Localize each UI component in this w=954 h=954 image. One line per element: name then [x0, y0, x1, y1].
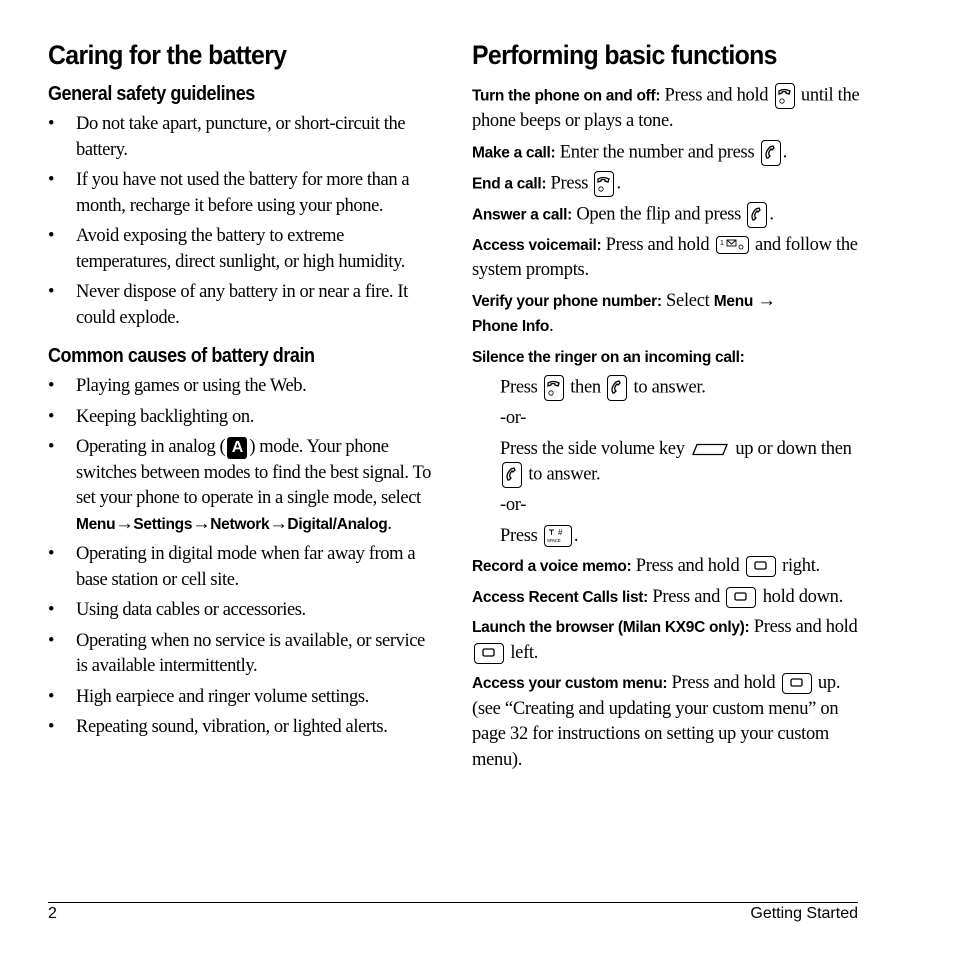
list-item: • Do not take apart, puncture, or short-circuit the battery. [48, 114, 406, 160]
list-item: • Repeating sound, vibration, or lighted alerts. [48, 717, 388, 737]
access-recent-calls: Access Recent Calls list: Press and hold down. [472, 586, 843, 607]
list-item: • Using data cables or accessories. [48, 600, 306, 620]
access-voicemail: Access voicemail: Press and hold 1 and follow the system prompts. [472, 234, 858, 280]
voicemail-key-icon [716, 236, 749, 254]
end-key-icon [594, 171, 614, 197]
list-item: • Never dispose of any battery in or near a fire. It could explode. [48, 282, 408, 328]
right-column [472, 40, 862, 778]
send-key-icon [747, 202, 767, 228]
footer-divider [48, 902, 858, 903]
list-item: • Operating in analog ( A ) mode. Your phone switches between modes to find the best signal. To set your phone to operate in a single mode, select Menu→Settings→Network→Digital/Analog. [48, 437, 431, 534]
drain-list [48, 374, 440, 741]
functions-title: Performing basic functions [472, 40, 777, 70]
list-item: • Playing games or using the Web. [48, 376, 307, 396]
list-item: • Operating in digital mode when far away from a base station or cell site. [48, 544, 416, 590]
battery-title: Caring for the battery [48, 40, 287, 70]
access-custom-menu: Access your custom menu: Press and hold up. (see “Creating and updating your custom menu” on page 32 for instructions on setting up your custom menu). [472, 673, 841, 770]
send-key-icon [761, 140, 781, 166]
navigation-key-icon [746, 556, 776, 577]
footer-section-title: Getting Started [750, 905, 858, 922]
space-key-icon [544, 525, 572, 547]
svg-text:1: 1 [719, 240, 724, 248]
turn-on-off: Turn the phone on and off: Press and hold until the phone beeps or plays a tone. [472, 83, 862, 135]
list-item: • High earpiece and ringer volume settings. [48, 686, 369, 707]
navigation-key-icon [726, 587, 756, 608]
navigation-key-icon [782, 673, 812, 694]
left-column [48, 40, 440, 746]
safety-list [48, 112, 440, 331]
list-item: • Keeping backlighting on. [48, 406, 254, 427]
safety-heading: General safety guidelines [48, 83, 255, 105]
make-call: Make a call: Enter the number and press . [472, 140, 862, 166]
end-power-key-icon [775, 83, 795, 109]
svg-text:SPACE: SPACE [546, 538, 561, 544]
end-call: End a call: Press . [472, 171, 862, 197]
navigation-key-icon [474, 643, 504, 664]
send-key-icon [502, 462, 522, 488]
page-number: 2 [48, 905, 57, 922]
side-volume-key-icon [691, 443, 729, 456]
list-item: • Operating when no service is available, or service is available intermittently. [48, 630, 425, 676]
record-voice-memo: Record a voice memo: Press and hold right. [472, 556, 820, 576]
silence-ringer-steps: Press then to answer. -or- Press the side volume key up or down then to answer. -or- Press # SPACE . [472, 375, 862, 549]
list-item: • Avoid exposing the battery to extreme temperatures, direct sunlight, or high humidity. [48, 226, 405, 272]
silence-ringer-label: Silence the ringer on an incoming call: [472, 348, 745, 366]
answer-call: Answer a call: Open the flip and press . [472, 202, 862, 228]
analog-mode-icon: A [227, 437, 247, 459]
drain-heading: Common causes of battery drain [48, 345, 315, 367]
list-item: • If you have not used the battery for more than a month, recharge it before using your phone. [48, 170, 410, 216]
svg-text:#: # [557, 528, 563, 538]
verify-number: Verify your phone number: Select Menu → Phone Info. [472, 290, 776, 336]
launch-browser: Launch the browser (Milan KX9C only): Press and hold left. [472, 617, 858, 663]
send-key-icon [607, 375, 627, 401]
end-key-icon [544, 375, 564, 401]
